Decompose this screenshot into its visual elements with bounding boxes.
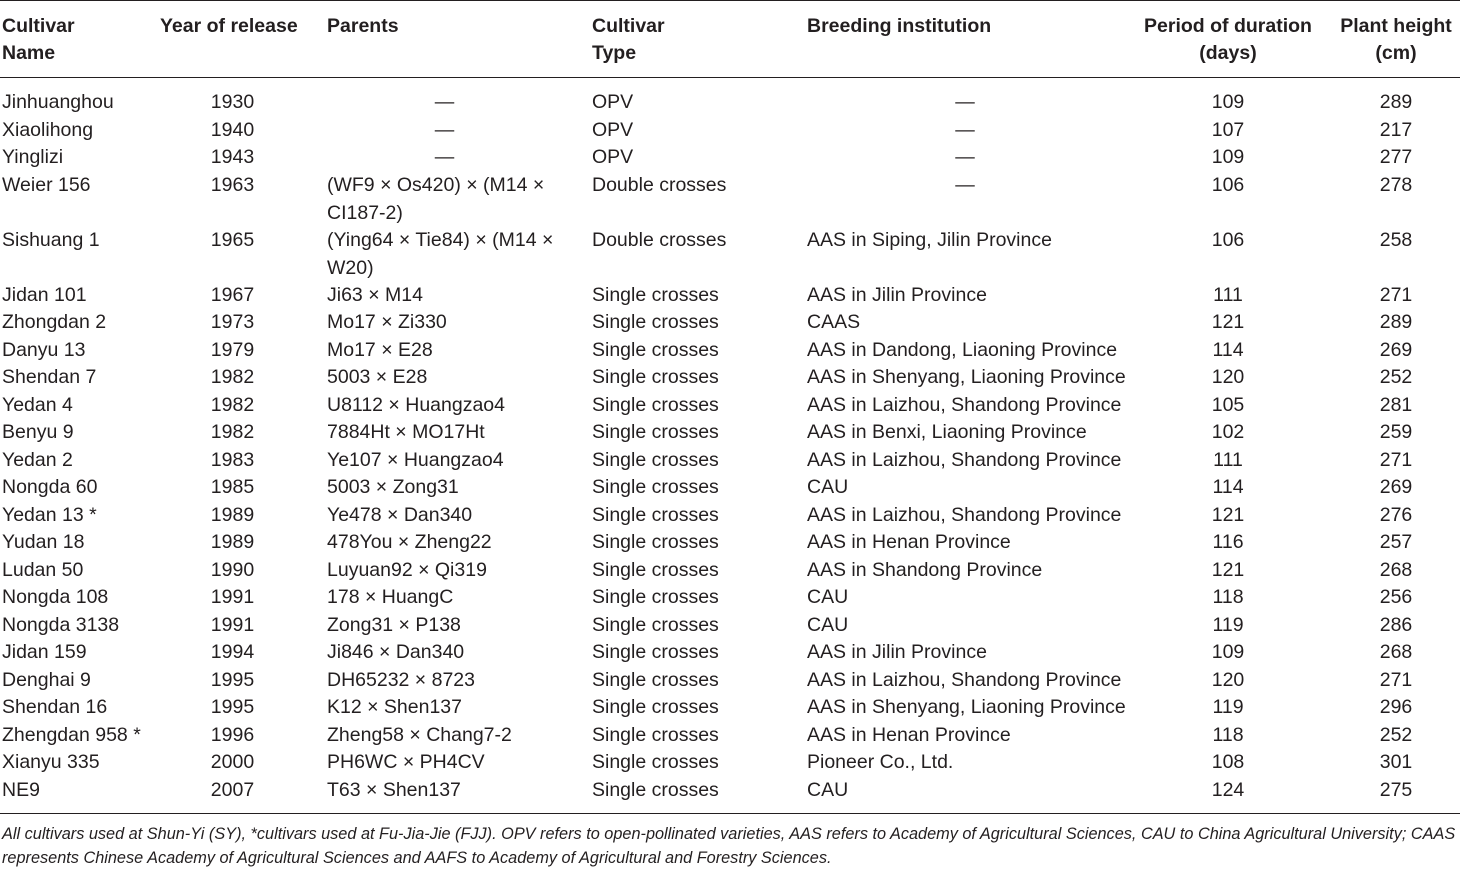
cell-parents: 178 × HuangC: [327, 586, 454, 608]
header-rule: [0, 77, 1460, 78]
cell-parents: K12 × Shen137: [327, 696, 462, 718]
cell-name: Sishuang 1: [2, 229, 100, 251]
cell-period: 106: [1211, 229, 1245, 251]
cell-year: 1963: [210, 174, 255, 196]
cell-height: 252: [1379, 724, 1413, 746]
cell-year: 1979: [210, 339, 255, 361]
cell-name: Danyu 13: [2, 339, 86, 361]
cell-inst: —: [955, 174, 975, 196]
cell-name: Zhengdan 958 *: [2, 724, 141, 746]
cell-year: 1994: [210, 641, 255, 663]
cell-type: Single crosses: [592, 696, 719, 718]
cell-period: 121: [1211, 311, 1245, 333]
cell-period: 114: [1212, 339, 1244, 361]
cell-type: Single crosses: [592, 669, 719, 691]
cell-year: 1991: [210, 614, 255, 636]
cell-height: 275: [1379, 779, 1413, 801]
cell-inst: AAS in Shenyang, Liaoning Province: [807, 696, 1126, 718]
cell-name: Xiaolihong: [2, 119, 94, 141]
cell-year: 1983: [210, 449, 255, 471]
cell-period: 114: [1212, 476, 1244, 498]
cell-inst: AAS in Laizhou, Shandong Province: [807, 394, 1122, 416]
cell-parents: PH6WC × PH4CV: [327, 751, 485, 773]
cell-name: Shendan 16: [2, 696, 108, 718]
header-cultivar-type: [592, 13, 792, 67]
cell-height: 296: [1379, 696, 1413, 718]
cell-type: Single crosses: [592, 284, 719, 306]
cell-type: Double crosses: [592, 174, 727, 196]
header-period-line1: Period of duration: [1144, 15, 1312, 37]
cell-inst: CAU: [807, 779, 849, 801]
cell-height: 268: [1379, 559, 1413, 581]
cell-inst: AAS in Laizhou, Shandong Province: [807, 449, 1122, 471]
cell-year: 1996: [210, 724, 255, 746]
cell-year: 1990: [210, 559, 255, 581]
cell-year: 1930: [210, 91, 255, 113]
cell-inst: CAU: [807, 614, 849, 636]
cell-height: 269: [1379, 476, 1413, 498]
cell-inst: AAS in Dandong, Liaoning Province: [807, 339, 1118, 361]
cell-name: Yedan 2: [2, 449, 73, 471]
cell-type: Single crosses: [592, 366, 719, 388]
cell-period: 120: [1211, 366, 1245, 388]
cell-inst: AAS in Benxi, Liaoning Province: [807, 421, 1087, 443]
cell-inst: AAS in Laizhou, Shandong Province: [807, 669, 1122, 691]
cell-parents: 5003 × E28: [327, 366, 428, 388]
cell-inst: AAS in Shandong Province: [807, 559, 1043, 581]
cell-height: 271: [1379, 284, 1413, 306]
cell-period: 121: [1211, 504, 1245, 526]
cell-height: 217: [1379, 119, 1413, 141]
cell-name: Denghai 9: [2, 669, 91, 691]
cell-year: 1995: [210, 696, 255, 718]
cell-year: 1973: [210, 311, 255, 333]
cell-parents: 5003 × Zong31: [327, 476, 459, 498]
cell-inst: CAU: [807, 586, 849, 608]
cell-type: Single crosses: [592, 394, 719, 416]
cell-year: 2007: [210, 779, 255, 801]
cell-name: Nongda 108: [2, 586, 109, 608]
cell-type: Single crosses: [592, 449, 719, 471]
cell-height: 269: [1379, 339, 1413, 361]
cell-year: 1943: [210, 146, 255, 168]
cell-parents: Ji846 × Dan340: [327, 641, 465, 663]
cell-period: 118: [1212, 724, 1244, 746]
cell-parents: Ye478 × Dan340: [327, 504, 473, 526]
cell-type: Single crosses: [592, 339, 719, 361]
header-type-line1: Cultivar: [592, 15, 665, 37]
cell-name: Yedan 4: [2, 394, 73, 416]
cell-parents: 478You × Zheng22: [327, 531, 492, 553]
cell-inst: AAS in Shenyang, Liaoning Province: [807, 366, 1126, 388]
cell-inst: CAAS: [807, 311, 861, 333]
cell-period: 109: [1211, 146, 1245, 168]
table-bottom-rule: [0, 813, 1460, 814]
cell-parents: Mo17 × Zi330: [327, 311, 447, 333]
cell-name: Jidan 159: [2, 641, 87, 663]
header-breeding-institution: Breeding institution: [807, 15, 992, 37]
cell-type: Single crosses: [592, 311, 719, 333]
cell-type: OPV: [592, 146, 634, 168]
cell-type: Single crosses: [592, 586, 719, 608]
table-footnote: All cultivars used at Shun-Yi (SY), *cultivars used at Fu-Jia-Jie (FJJ). OPV refers to open-pollinated varieties, AAS refers to Academy of Agricultural Sciences, CAU to China Agricultural University; CAAS represents Chinese Academy of Agricultural Sciences and AAFS to Academy of Agricultural and Forestry Sciences.: [2, 825, 1456, 867]
cell-inst: AAS in Henan Province: [807, 724, 1011, 746]
cell-year: 1967: [210, 284, 255, 306]
cell-type: OPV: [592, 91, 634, 113]
cell-height: 276: [1379, 504, 1413, 526]
cell-height: 281: [1379, 394, 1413, 416]
cell-year: 1985: [210, 476, 255, 498]
cell-year: 1940: [210, 119, 255, 141]
cell-height: 277: [1379, 146, 1413, 168]
cell-type: Single crosses: [592, 614, 719, 636]
cell-parents: Zong31 × P138: [327, 614, 461, 636]
cell-period: 111: [1213, 284, 1243, 306]
cell-type: Single crosses: [592, 751, 719, 773]
cell-type: Single crosses: [592, 641, 719, 663]
cell-type: Single crosses: [592, 724, 719, 746]
cell-parents: (WF9 × Os420) × (M14 × CI187-2): [327, 174, 545, 224]
cell-period: 107: [1211, 119, 1245, 141]
cell-parents: —: [434, 119, 455, 141]
cell-name: Yedan 13 *: [2, 504, 97, 526]
cell-height: 252: [1379, 366, 1413, 388]
cell-inst: AAS in Henan Province: [807, 531, 1011, 553]
cell-year: 2000: [210, 751, 255, 773]
header-height-line1: Plant height: [1340, 15, 1452, 37]
cell-year: 1982: [210, 394, 255, 416]
cell-parents: T63 × Shen137: [327, 779, 461, 801]
cell-name: Yudan 18: [2, 531, 85, 553]
cell-parents: U8112 × Huangzao4: [327, 394, 505, 416]
cell-parents: Ji63 × M14: [327, 284, 423, 306]
cell-year: 1991: [210, 586, 255, 608]
cell-parents: Mo17 × E28: [327, 339, 433, 361]
cell-period: 116: [1212, 531, 1244, 553]
cell-period: 118: [1212, 586, 1244, 608]
cell-height: 257: [1379, 531, 1413, 553]
cell-period: 121: [1211, 559, 1245, 581]
cell-parents: DH65232 × 8723: [327, 669, 475, 691]
cell-height: 258: [1379, 229, 1413, 251]
cell-type: Single crosses: [592, 504, 719, 526]
cell-name: Weier 156: [2, 174, 91, 196]
cell-inst: —: [955, 146, 975, 168]
cell-type: Single crosses: [592, 531, 719, 553]
cell-height: 271: [1379, 669, 1413, 691]
cell-year: 1989: [210, 504, 255, 526]
cell-inst: AAS in Siping, Jilin Province: [807, 229, 1052, 251]
cell-height: 271: [1379, 449, 1413, 471]
header-parents: Parents: [327, 15, 399, 37]
cell-inst: AAS in Jilin Province: [807, 284, 987, 306]
cell-inst: —: [955, 91, 975, 113]
cell-period: 102: [1211, 421, 1245, 443]
cell-period: 120: [1211, 669, 1245, 691]
cell-name: Jinhuanghou: [2, 91, 114, 113]
cell-year: 1982: [210, 421, 255, 443]
header-name-line2: Name: [2, 42, 56, 64]
cell-name: Xianyu 335: [2, 751, 100, 773]
cell-period: 119: [1212, 614, 1244, 636]
cell-period: 109: [1211, 641, 1245, 663]
cell-year: 1982: [210, 366, 255, 388]
cell-period: 109: [1211, 91, 1245, 113]
header-cultivar-name: [2, 13, 152, 67]
cell-name: Yinglizi: [2, 146, 64, 168]
cell-height: 259: [1379, 421, 1413, 443]
cell-parents: 7884Ht × MO17Ht: [327, 421, 485, 443]
cell-name: NE9: [2, 779, 40, 801]
cell-type: Single crosses: [592, 779, 719, 801]
header-year: Year of release: [160, 15, 298, 37]
cell-height: 289: [1379, 311, 1413, 333]
cell-parents: Zheng58 × Chang7-2: [327, 724, 512, 746]
cell-name: Jidan 101: [2, 284, 87, 306]
cell-name: Ludan 50: [2, 559, 84, 581]
cell-parents: —: [434, 146, 455, 168]
cell-parents: Ye107 × Huangzao4: [327, 449, 504, 471]
cell-period: 105: [1211, 394, 1245, 416]
cell-name: Nongda 60: [2, 476, 98, 498]
cell-parents: (Ying64 × Tie84) × (M14 × W20): [327, 229, 554, 279]
header-height-line2: (cm): [1375, 42, 1417, 64]
table-top-rule: [0, 0, 1460, 1]
cell-height: 278: [1379, 174, 1413, 196]
cell-height: 286: [1379, 614, 1413, 636]
cell-parents: —: [434, 91, 455, 113]
cell-name: Zhongdan 2: [2, 311, 107, 333]
cell-period: 108: [1211, 751, 1245, 773]
cell-type: Single crosses: [592, 559, 719, 581]
cell-period: 111: [1213, 449, 1243, 471]
cell-year: 1989: [210, 531, 255, 553]
cell-height: 268: [1379, 641, 1413, 663]
cell-year: 1965: [210, 229, 255, 251]
header-type-line2: Type: [592, 42, 637, 64]
cell-type: OPV: [592, 119, 634, 141]
cell-height: 289: [1379, 91, 1413, 113]
header-name-line1: Cultivar: [2, 15, 75, 37]
cell-height: 256: [1379, 586, 1413, 608]
cell-inst: Pioneer Co., Ltd.: [807, 751, 954, 773]
header-plant-height: [1332, 13, 1460, 67]
cell-inst: CAU: [807, 476, 849, 498]
header-period: [1133, 13, 1323, 67]
header-period-line2: (days): [1199, 42, 1257, 64]
cell-period: 106: [1211, 174, 1245, 196]
cell-inst: AAS in Laizhou, Shandong Province: [807, 504, 1122, 526]
cell-name: Shendan 7: [2, 366, 97, 388]
cell-type: Single crosses: [592, 476, 719, 498]
cell-name: Nongda 3138: [2, 614, 120, 636]
cell-period: 124: [1211, 779, 1245, 801]
cell-type: Single crosses: [592, 421, 719, 443]
cell-period: 119: [1212, 696, 1244, 718]
cell-type: Double crosses: [592, 229, 727, 251]
cell-name: Benyu 9: [2, 421, 74, 443]
cell-year: 1995: [210, 669, 255, 691]
cell-inst: —: [955, 119, 975, 141]
cell-inst: AAS in Jilin Province: [807, 641, 987, 663]
cell-parents: Luyuan92 × Qi319: [327, 559, 487, 581]
cell-height: 301: [1379, 751, 1413, 773]
